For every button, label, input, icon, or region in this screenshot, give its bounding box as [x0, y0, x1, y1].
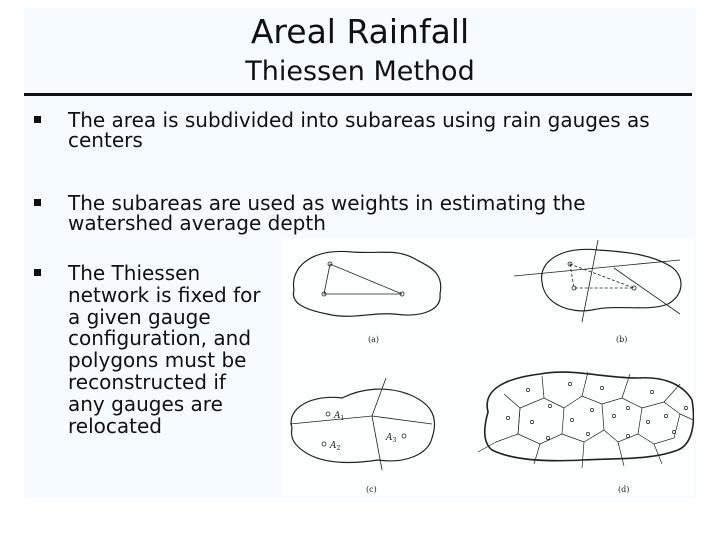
- slide-subtitle: Thiessen Method: [245, 56, 475, 87]
- bullet-square-icon: [34, 269, 41, 276]
- bullet-line: a given gauge: [68, 304, 211, 329]
- bullet-text: [68, 263, 261, 437]
- thiessen-diagrams: [282, 238, 694, 496]
- gauge-icon: [322, 442, 326, 446]
- watershed-outline-b: [542, 249, 681, 311]
- bullet-line: reconstructed if: [68, 369, 226, 394]
- watershed-outline-a: [293, 251, 440, 316]
- thiessen-polygons-d: [478, 372, 694, 468]
- caption-a: (a): [368, 335, 380, 344]
- bullet-line: watershed average depth: [68, 211, 326, 235]
- bullet-text: [68, 193, 586, 233]
- gauge-icon: [402, 434, 406, 438]
- thiessen-figure: [282, 238, 694, 496]
- bullet-line: The Thiessen: [68, 261, 201, 285]
- bullet-line: The area is subdivided into subareas using rain gauges as: [68, 108, 650, 132]
- bisector-lines-b: [514, 240, 680, 322]
- caption-c: (c): [366, 485, 377, 494]
- bullet-line: relocated: [68, 413, 162, 438]
- slide-title: Areal Rainfall: [250, 12, 470, 51]
- bullet-line: centers: [68, 128, 143, 152]
- area-label-a2: A2: [330, 441, 341, 452]
- bullet-square-icon: [34, 116, 41, 123]
- title-divider: [24, 93, 692, 96]
- bullet-line: network is fixed for: [68, 282, 261, 307]
- watershed-outline-c: [291, 389, 434, 462]
- area-label-a1: A1: [334, 411, 345, 422]
- bullet-line: The subareas are used as weights in estimating the: [68, 191, 586, 215]
- bullet-square-icon: [34, 199, 41, 206]
- caption-b: (b): [616, 335, 628, 344]
- area-label-a3: A3: [386, 433, 397, 444]
- bullet-text: [68, 110, 650, 150]
- gauge-icon: [326, 412, 330, 416]
- bullet-line: any gauges are: [68, 391, 223, 416]
- gauge-triangle-a: [324, 264, 402, 294]
- caption-d: (d): [618, 485, 630, 494]
- bullet-line: polygons must be: [68, 348, 247, 373]
- watershed-outline-d: [485, 372, 694, 461]
- bullet-line: configuration, and: [68, 326, 252, 351]
- gauge-icons-d: [506, 382, 687, 439]
- slide: [24, 8, 696, 498]
